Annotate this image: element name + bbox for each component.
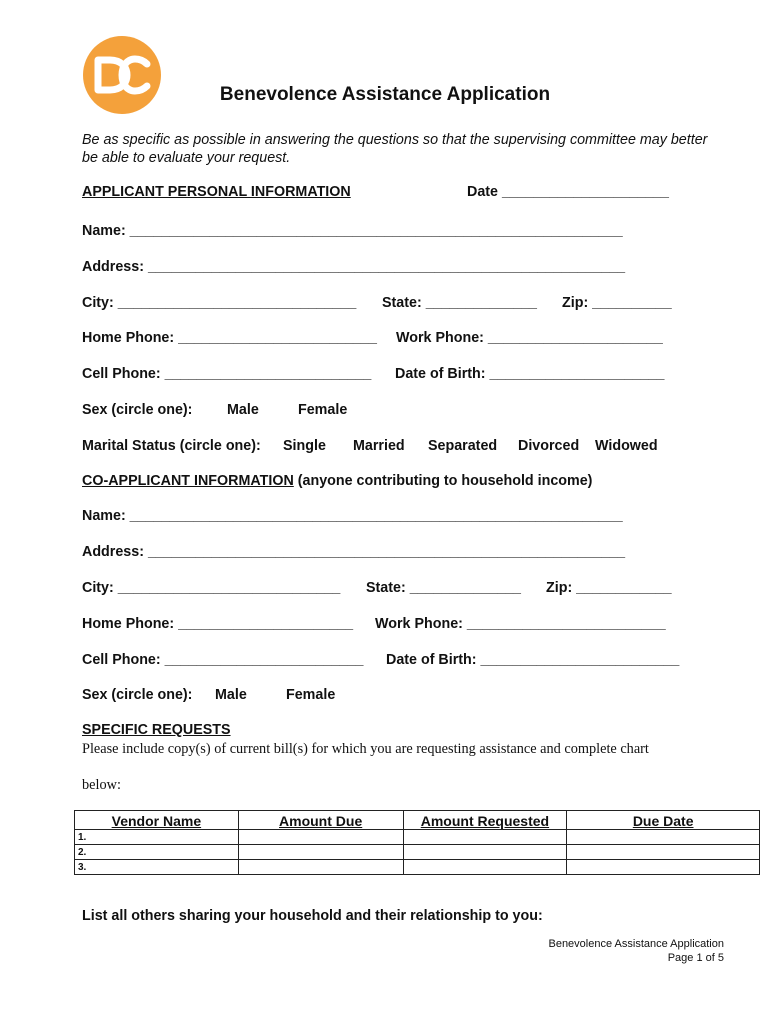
coapplicant-heading-note: (anyone contributing to household income) (293, 473, 593, 489)
table-cell[interactable] (403, 830, 567, 845)
page-title: Benevolence Assistance Application (219, 84, 551, 105)
coapplicant-heading: CO-APPLICANT INFORMATION (82, 473, 294, 489)
table-cell[interactable] (403, 845, 567, 860)
column-header-due-date: Due Date (567, 811, 760, 830)
page-number: Page 1 of 5 (667, 952, 724, 964)
applicant-sex-label: Sex (circle one): (82, 402, 193, 418)
marital-option-widowed[interactable]: Widowed (595, 438, 658, 454)
marital-option-married[interactable]: Married (353, 438, 405, 454)
applicant-zip-field[interactable]: Zip: __________ (562, 295, 672, 311)
table-cell[interactable] (567, 860, 760, 875)
coapplicant-sex-option-male[interactable]: Male (215, 687, 247, 703)
applicant-address-field[interactable]: Address: ____________________________________________________________ (82, 259, 626, 275)
marital-option-separated[interactable]: Separated (428, 438, 498, 454)
coapplicant-heading-row (82, 473, 592, 489)
applicant-city-field[interactable]: City: ______________________________ (82, 295, 357, 311)
applicant-dob-field[interactable]: Date of Birth: ______________________ (395, 366, 665, 382)
table-cell[interactable] (567, 845, 760, 860)
coapplicant-work-phone-field[interactable]: Work Phone: _________________________ (375, 616, 666, 632)
coapplicant-address-field[interactable]: Address: ____________________________________________________________ (82, 544, 626, 560)
requests-table-header (75, 811, 760, 830)
marital-option-divorced[interactable]: Divorced (518, 438, 580, 454)
requests-instructions-cont: below: (82, 777, 121, 793)
coapplicant-zip-field[interactable]: Zip: ____________ (546, 580, 672, 596)
requests-table (74, 810, 760, 875)
table-row (75, 860, 760, 875)
applicant-sex-option-male[interactable]: Male (227, 402, 259, 418)
column-header-amount-requested: Amount Requested (403, 811, 567, 830)
table-cell[interactable]: 3. (75, 860, 239, 875)
coapplicant-name-field[interactable]: Name: ______________________________________________________________ (82, 508, 623, 524)
applicant-work-phone-field[interactable]: Work Phone: ______________________ (396, 330, 663, 346)
coapplicant-dob-field[interactable]: Date of Birth: _________________________ (386, 652, 680, 668)
applicant-home-phone-field[interactable]: Home Phone: _________________________ (82, 330, 377, 346)
column-header-vendor: Vendor Name (75, 811, 239, 830)
table-cell[interactable] (238, 830, 403, 845)
requests-heading: SPECIFIC REQUESTS (82, 722, 231, 738)
coapplicant-city-field[interactable]: City: ____________________________ (82, 580, 341, 596)
column-header-amount-due: Amount Due (238, 811, 403, 830)
applicant-sex-option-female[interactable]: Female (298, 402, 348, 418)
applicant-cell-phone-field[interactable]: Cell Phone: __________________________ (82, 366, 372, 382)
table-cell[interactable] (238, 845, 403, 860)
table-cell[interactable] (238, 860, 403, 875)
coapplicant-state-field[interactable]: State: ______________ (366, 580, 522, 596)
intro-text: Be as specific as possible in answering the questions so that the supervising committee may better be able to evaluate your request. (82, 132, 708, 166)
table-row (75, 845, 760, 860)
applicant-state-field[interactable]: State: ______________ (382, 295, 538, 311)
requests-instructions: Please include copy(s) of current bill(s) for which you are requesting assistance and complete chart (82, 741, 649, 757)
coapplicant-home-phone-field[interactable]: Home Phone: ______________________ (82, 616, 354, 632)
table-cell[interactable] (403, 860, 567, 875)
household-heading: List all others sharing your household and their relationship to you: (82, 908, 543, 924)
applicant-name-field[interactable]: Name: ______________________________________________________________ (82, 223, 623, 239)
coapplicant-sex-label: Sex (circle one): (82, 687, 193, 703)
table-cell[interactable]: 1. (75, 830, 239, 845)
marital-option-single[interactable]: Single (283, 438, 326, 454)
coapplicant-sex-option-female[interactable]: Female (286, 687, 336, 703)
footer-title: Benevolence Assistance Application (548, 938, 724, 950)
marital-status-label: Marital Status (circle one): (82, 438, 261, 454)
table-cell[interactable] (567, 830, 760, 845)
applicant-heading: APPLICANT PERSONAL INFORMATION (82, 184, 351, 200)
date-field[interactable]: Date _____________________ (467, 184, 669, 200)
table-cell[interactable]: 2. (75, 845, 239, 860)
table-row (75, 830, 760, 845)
coapplicant-cell-phone-field[interactable]: Cell Phone: _________________________ (82, 652, 364, 668)
